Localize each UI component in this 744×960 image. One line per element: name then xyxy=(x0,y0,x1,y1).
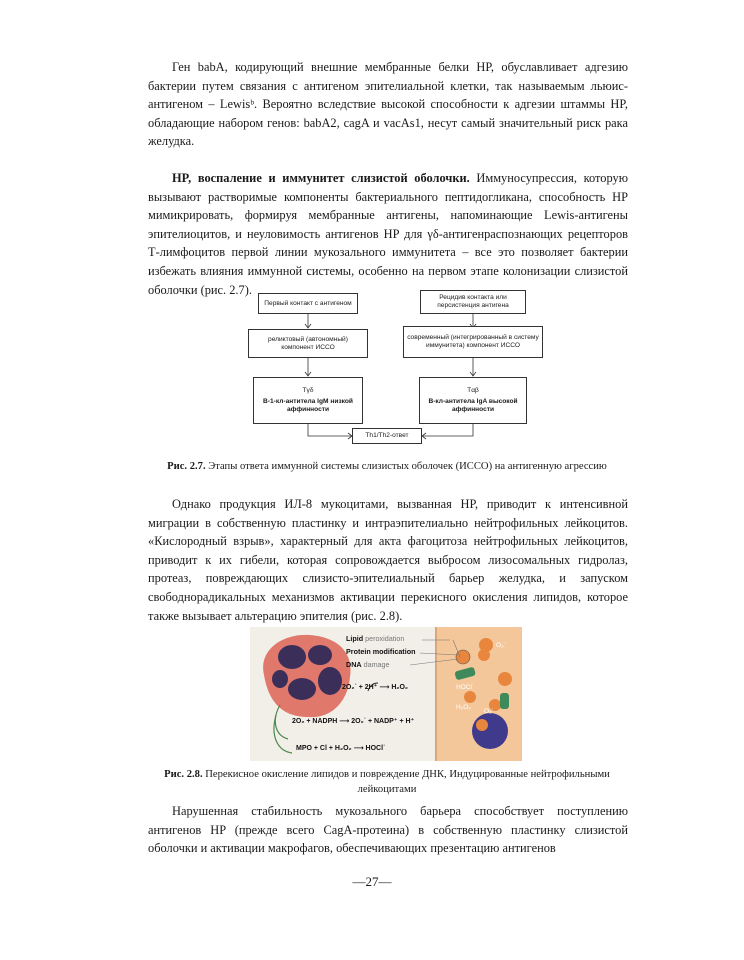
label-cell-h2o2: H₂O₂ xyxy=(456,704,471,711)
box-relict-component: реликтовый (автономный) компонент ИССО xyxy=(248,329,368,358)
label-dna-damage: DNA damage xyxy=(346,660,390,669)
box-first-contact: Первый контакт с антигеном xyxy=(258,293,358,314)
label-cell-o2-2: O₂˙ xyxy=(484,708,494,715)
caption-figure-2-7: Рис. 2.7. Этапы ответа иммунной системы слизистых оболочек (ИССО) на антигенную агрессию xyxy=(167,461,607,472)
box-modern-component: современный (интегрированный в систему иммунитета) компонент ИССО xyxy=(403,326,543,358)
figure-2-8-art xyxy=(250,627,522,761)
label-lipid-peroxidation: Lipid peroxidation xyxy=(346,634,405,643)
figure-2-8 xyxy=(250,627,522,761)
paragraph-baba-gene: Ген babA, кодирующий внешние мембранные белки HP, обуславливает адгезию бактерии путем связания с антигеном эпителиальной клетки, так называемым льюис-антигеном – Lewisᵇ. Вероятно вследствие высокой способности к адгезии штаммы HP, обладающие набором генов: babA2, cagA и vacAs1, несут самый значительный риск рака желудка. xyxy=(148,60,628,149)
box-relapse-contact: Рецидив контакта или персистенция антигена xyxy=(420,290,526,314)
connector-right-bottom xyxy=(422,424,473,436)
paragraph-mucosal-barrier: Нарушенная стабильность мукозального барьера способствует поступлению антигенов HP (прежде всего CagA-протеина) в собственную пластинку слизистой оболочки и активации макрофагов, обеспечивающих презентацию антигенов xyxy=(148,804,628,856)
paragraph-hp-inflammation xyxy=(148,169,628,299)
label-cell-o2-1: O₂˙ xyxy=(496,642,506,649)
label-cell-hocl: HOCl˙ xyxy=(456,684,475,691)
equation-3: MPO + Cl + H₂O₂ ⟶ HOCl˙ xyxy=(296,745,386,752)
arrowhead-right-2 xyxy=(470,372,476,376)
arrowhead-left-1 xyxy=(305,324,311,328)
arrowhead-bottom-right xyxy=(422,433,426,439)
orange-granule xyxy=(498,672,512,686)
paragraph-hp-inflammation-text: Иммуносупрессия, которую вызывают растворимые компоненты бактериального пептидогликана, способность HP мимикрировать, формируя мембранные антигены, напоминающие Lewis-антигены эпителиоцитов, и неуловимость антигенов HP для γδ-антигенраспознающих рецепторов Т-лимфоцитов первой линии мукозального иммунитета – все это позволяет бактерии избежать влияния иммунной системы, особенно на первом этапе колонизации слизистой оболочки (рис. 2.7). xyxy=(148,171,628,297)
green-granule xyxy=(500,693,509,709)
equation-1: 2O₂˙ + 2H⁺ ⟶ H₂O₂ xyxy=(342,684,409,691)
orange-granule xyxy=(464,691,476,703)
orange-granule xyxy=(476,719,488,731)
box-th-response: Th1/Th2-ответ xyxy=(352,428,422,444)
box-tgd: Tγδ В-1-кл-антитела IgM низкой аффинности xyxy=(253,377,363,424)
box-tab: Tαβ В-кл-антитела IgA высокой аффинности xyxy=(419,377,527,424)
cell-nucleus xyxy=(472,713,508,749)
arrow-mpo xyxy=(274,715,292,753)
connector-left-bottom xyxy=(308,424,352,436)
label-protein-modification: Protein modification xyxy=(346,647,416,656)
section-heading: HP, воспаление и иммунитет слизистой оболочки. xyxy=(172,171,470,185)
arrowhead-left-2 xyxy=(305,372,311,376)
paragraph-il8: Однако продукция ИЛ-8 мукоцитами, вызванная HP, приводит к интенсивной миграции в собственную пластинку и интраэпителиально нейтрофильных лейкоцитов. «Кислородный взрыв», характерный для акта фагоцитоза нейтрофильных лейкоцитов, приводит к их гибели, которая сопровождается выбросом лизосомальных гидролаз, протеаз, повреждающих слизисто-эпителиальный барьер желудка, и запуском свободнорадикальных механизмов активации перекисного окисления липидов, которое также вызывает альтерацию эпителия (рис. 2.8). xyxy=(148,497,628,623)
orange-granule xyxy=(478,649,490,661)
caption-figure-2-8: Рис. 2.8. Перекисное окисление липидов и повреждение ДНК, Индуцированные нейтрофильными лейкоцитами xyxy=(164,769,610,795)
page-number: —27— xyxy=(352,874,392,889)
equation-2: 2O₂ + NADPH ⟶ 2O₂˙ + NADP⁺ + H⁺ xyxy=(292,718,415,725)
